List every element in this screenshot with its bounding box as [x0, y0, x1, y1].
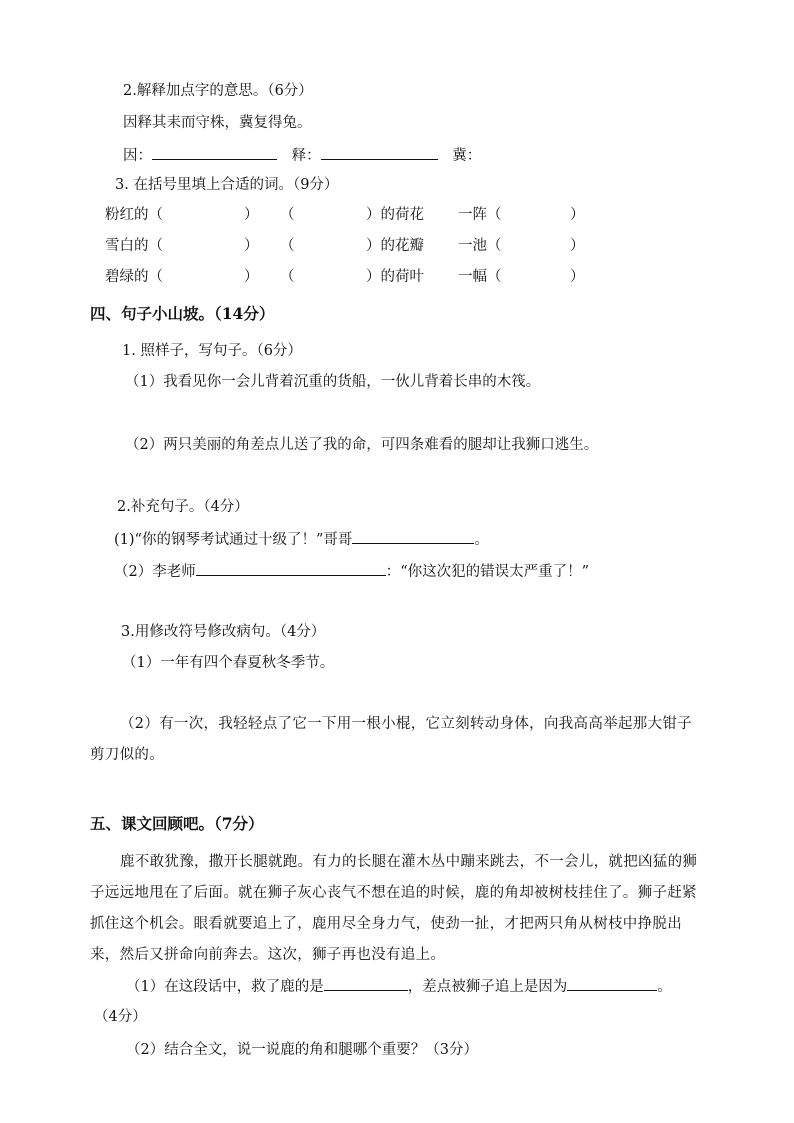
section4-heading: 四、句子小山坡。（14分）	[90, 304, 275, 323]
s5-passage: 鹿不敢犹豫，撒开长腿就跑。有力的长腿在灌木丛中蹦来跳去，不一会儿，就把凶猛的狮子远远地甩在了后面。就在狮子灰心丧气不想在追的时候，鹿的角却被树枝挂住了。狮子赶紧抓住这个机会。眼看就要追上了，鹿用尽全身力气，使劲一扯，才把两只角从树枝中挣脱出来，然后又拼命向前奔去。这次，狮子再也没有追上。	[90, 854, 698, 963]
s4-q2-sentence-2	[114, 560, 589, 582]
q2-sentence: 因释其耒而守株，冀复得兔。	[123, 115, 312, 131]
s4-q2-s1-text: (1)“你的钢琴考试通过十级了！”哥哥	[114, 532, 353, 548]
q3-cell-c-close: ）	[570, 238, 585, 254]
s4-q1-sentence-1: （1）我看见你一会儿背着沉重的货船，一伙儿背着长串的木筏。	[125, 374, 541, 390]
s4-q1-sentence-2: （2）两只美丽的角差点儿送了我的命，可四条难看的腿却让我狮口逃生。	[125, 437, 599, 453]
label-ji: 冀：	[452, 148, 482, 164]
q3-cell-b-open: （	[280, 207, 295, 223]
s5-q1-text-a: （1）在这段话中，救了鹿的是	[126, 979, 324, 995]
s4-q3-sentence-1: （1）一年有四个春夏秋冬季节。	[122, 655, 335, 671]
q3-cell-b: ）的花瓣	[366, 238, 424, 254]
s4-q3-sentence-2: （2）有一次，我轻轻点了它一下用一根小棍，它立刻转动身体，向我高高举起那大钳子剪刀似的。	[90, 716, 692, 763]
answer-blank-reason[interactable]	[567, 975, 657, 991]
q3-title: 3. 在括号里填上合适的词。（9分）	[115, 177, 339, 193]
q3-cell-c-close: ）	[570, 269, 585, 285]
label-yin: 因：	[123, 148, 152, 164]
section5-heading: 五、课文回顾吧。（7分）	[90, 814, 264, 833]
q3-cell-c: 一幅（	[458, 269, 502, 285]
q2-answer-row	[123, 144, 481, 166]
q3-cell-c-close: ）	[570, 207, 585, 223]
q3-cell-b-open: （	[280, 238, 295, 254]
label-shi: 释：	[291, 148, 321, 164]
answer-blank-shi[interactable]	[321, 144, 438, 160]
q3-cell-b: ）的荷叶	[366, 269, 424, 285]
answer-blank-brother[interactable]	[352, 528, 474, 544]
q3-cell-a: 雪白的（	[105, 238, 163, 254]
s4-q1-title: 1. 照样子，写句子。（6分）	[122, 343, 302, 359]
s5-q1-text-c: 。	[657, 979, 672, 995]
q3-cell-c: 一池（	[458, 238, 502, 254]
answer-blank-saved-by[interactable]	[324, 975, 408, 991]
s5-q1-text-b: ，差点被狮子追上是因为	[407, 979, 568, 995]
q3-cell-b: ）的荷花	[366, 207, 424, 223]
s4-q2-s2-text: （2）李老师	[114, 564, 196, 580]
s5-q2: （2）结合全文，说一说鹿的角和腿哪个重要？（3分）	[126, 1042, 478, 1058]
q3-cell-b-open: （	[280, 269, 295, 285]
q3-cell-a-close: ）	[244, 269, 259, 285]
q3-cell-a-close: ）	[244, 238, 259, 254]
answer-blank-yin[interactable]	[152, 144, 277, 160]
s5-q1	[126, 975, 672, 997]
s4-q2-s2-end: ：“你这次犯的错误太严重了！”	[385, 564, 590, 580]
s4-q3-title: 3.用修改符号修改病句。（4分）	[121, 624, 326, 640]
q3-cell-a: 碧绿的（	[105, 269, 163, 285]
s4-q2-title: 2.补充句子。（4分）	[117, 499, 249, 515]
q3-cell-a: 粉红的（	[105, 207, 163, 223]
q3-cell-a-close: ）	[244, 207, 259, 223]
q2-title: 2.解释加点字的意思。（6分）	[123, 83, 313, 99]
s4-q2-sentence-1	[114, 528, 489, 550]
answer-blank-teacher[interactable]	[196, 560, 386, 576]
q3-cell-c: 一阵（	[458, 207, 502, 223]
s4-q2-s1-end: 。	[474, 532, 489, 548]
s5-q1-score: （4分）	[94, 1009, 147, 1025]
